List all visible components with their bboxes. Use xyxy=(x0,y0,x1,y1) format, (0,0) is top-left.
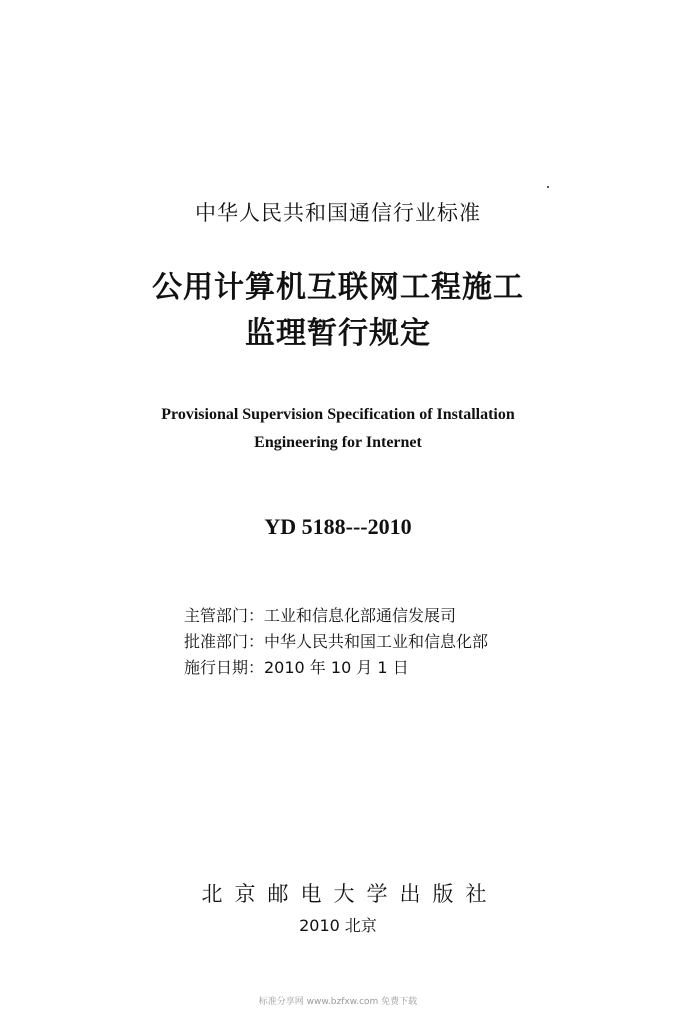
effective-date: 施行日期：2010 年 10 月 1 日 xyxy=(184,658,409,677)
title-chinese-line-2: 监理暂行规定 xyxy=(245,316,431,351)
publication-place-year: 2010 北京 xyxy=(299,916,377,935)
title-chinese-line-1: 公用计算机互联网工程施工 xyxy=(152,270,524,305)
title-english-line-1: Provisional Supervision Specification of Installation xyxy=(161,406,515,423)
publication-info xyxy=(184,603,488,681)
standard-code: YD 5188---2010 xyxy=(264,514,412,539)
publisher-name: 北京邮电大学出版社 xyxy=(201,882,499,906)
scan-speck xyxy=(547,186,549,188)
competent-department: 主管部门：工业和信息化部通信发展司 xyxy=(184,606,457,625)
title-english-line-2: Engineering for Internet xyxy=(254,434,422,451)
industry-standard-label: 中华人民共和国通信行业标准 xyxy=(195,201,481,225)
approval-department: 批准部门：中华人民共和国工业和信息化部 xyxy=(184,632,489,651)
footer-watermark: 标准分享网 www.bzfxw.com 免费下载 xyxy=(258,997,418,1007)
